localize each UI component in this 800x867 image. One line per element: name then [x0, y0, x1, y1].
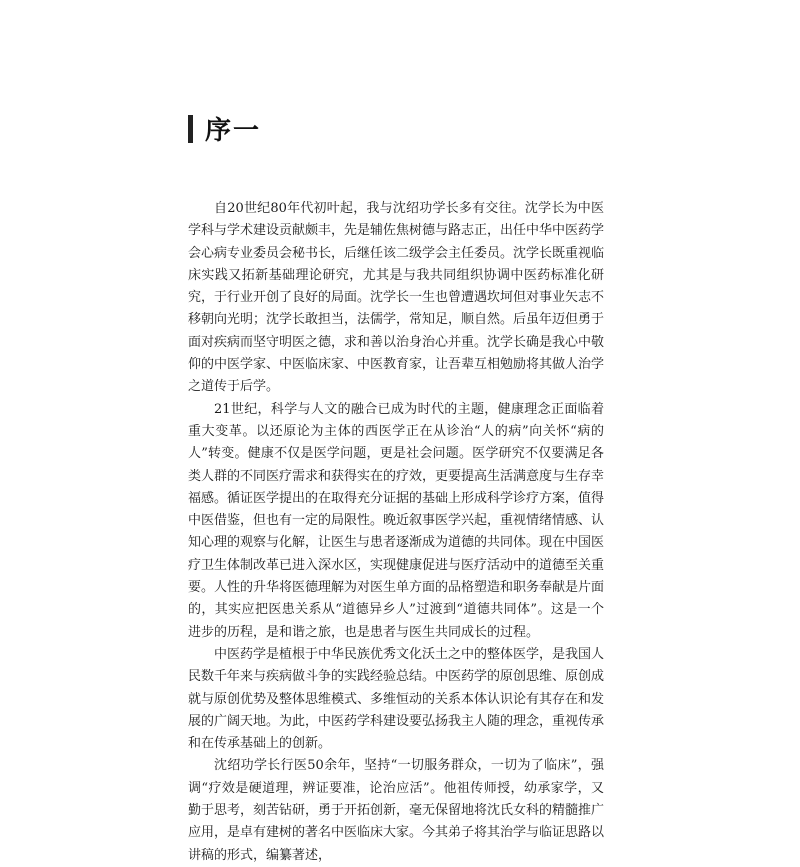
page-title: 序一	[205, 116, 262, 146]
paragraph: 21世纪，科学与人文的融合已成为时代的主题，健康理念正面临着重大变革。以还原论为主体的西医学正在从诊治“人的病”向关怀“病的人”转变。健康不仅是医学问题，更是社会问题。医学研究不仅要满足各类人群的不同医疗需求和获得实在的疗效，更要提高生活满意度与生存幸福感。循证医学提出的在取得充分证据的基础上形成科学诊疗方案，值得中医借鉴，但也有一定的局限性。晚近叙事医学兴起，重视情绪情感、认知心理的观察与化解，让医生与患者逐渐成为道德的共同体。现在中国医疗卫生体制改革已进入深水区，实现健康促进与医疗活动中的道德至关重要。人性的升华将医德理解为对医生单方面的品格塑造和职务奉献是片面的，其实应把医患关系从“道德异乡人”过渡到“道德共同体”。这是一个进步的历程，是和谐之旅，也是患者与医生共同成长的过程。	[188, 401, 605, 640]
paragraph: 沈绍功学长行医50余年，坚持“一切服务群众，一切为了临床”，强调“疗效是硬道理，辨证要准，论治应活”。他祖传师授，幼承家学，又勤于思考，刻苦钻研，勇于开拓创新，毫无保留地将沈氏女科的精髓推广应用，是卓有建树的著名中医临床大家。今其弟子将其治学与临证思路以讲稿的形式，编纂著述，	[188, 758, 605, 863]
paragraph: 中医药学是植根于中华民族优秀文化沃土之中的整体医学，是我国人民数千年来与疾病做斗争的实践经验总结。中医药学的原创思维、原创成就与原创优势及整体思维模式、多维恒动的关系本体认识论有其存在和发展的广阔天地。为此，中医药学科建设要弘扬我主人随的理念，重视传承和在传承基础上的创新。	[188, 646, 605, 752]
section-heading	[188, 110, 261, 147]
paragraph: 自20世纪80年代初叶起，我与沈绍功学长多有交往。沈学长为中医学科与学术建设贡献颇丰，先是辅佐焦树德与路志正，出任中华中医药学会心病专业委员会秘书长，后继任该二级学会主任委员。沈学长既重视临床实践又拓新基础理论研究，尤其是与我共同组织协调中医药标准化研究，于行业开创了良好的局面。沈学长一生也曾遭遇坎坷但对事业矢志不移朝向光明；沈学长敢担当，法儒学，常知足，顺自然。后虽年迈但勇于面对疾病而坚守明医之德，求和善以治身治心并重。沈学长确是我心中敬仰的中医学家、中医临床家、中医教育家，让吾辈互相勉励将其做人治学之道传于后学。	[188, 201, 605, 395]
heading-bar	[188, 115, 193, 143]
body-text	[188, 198, 604, 867]
